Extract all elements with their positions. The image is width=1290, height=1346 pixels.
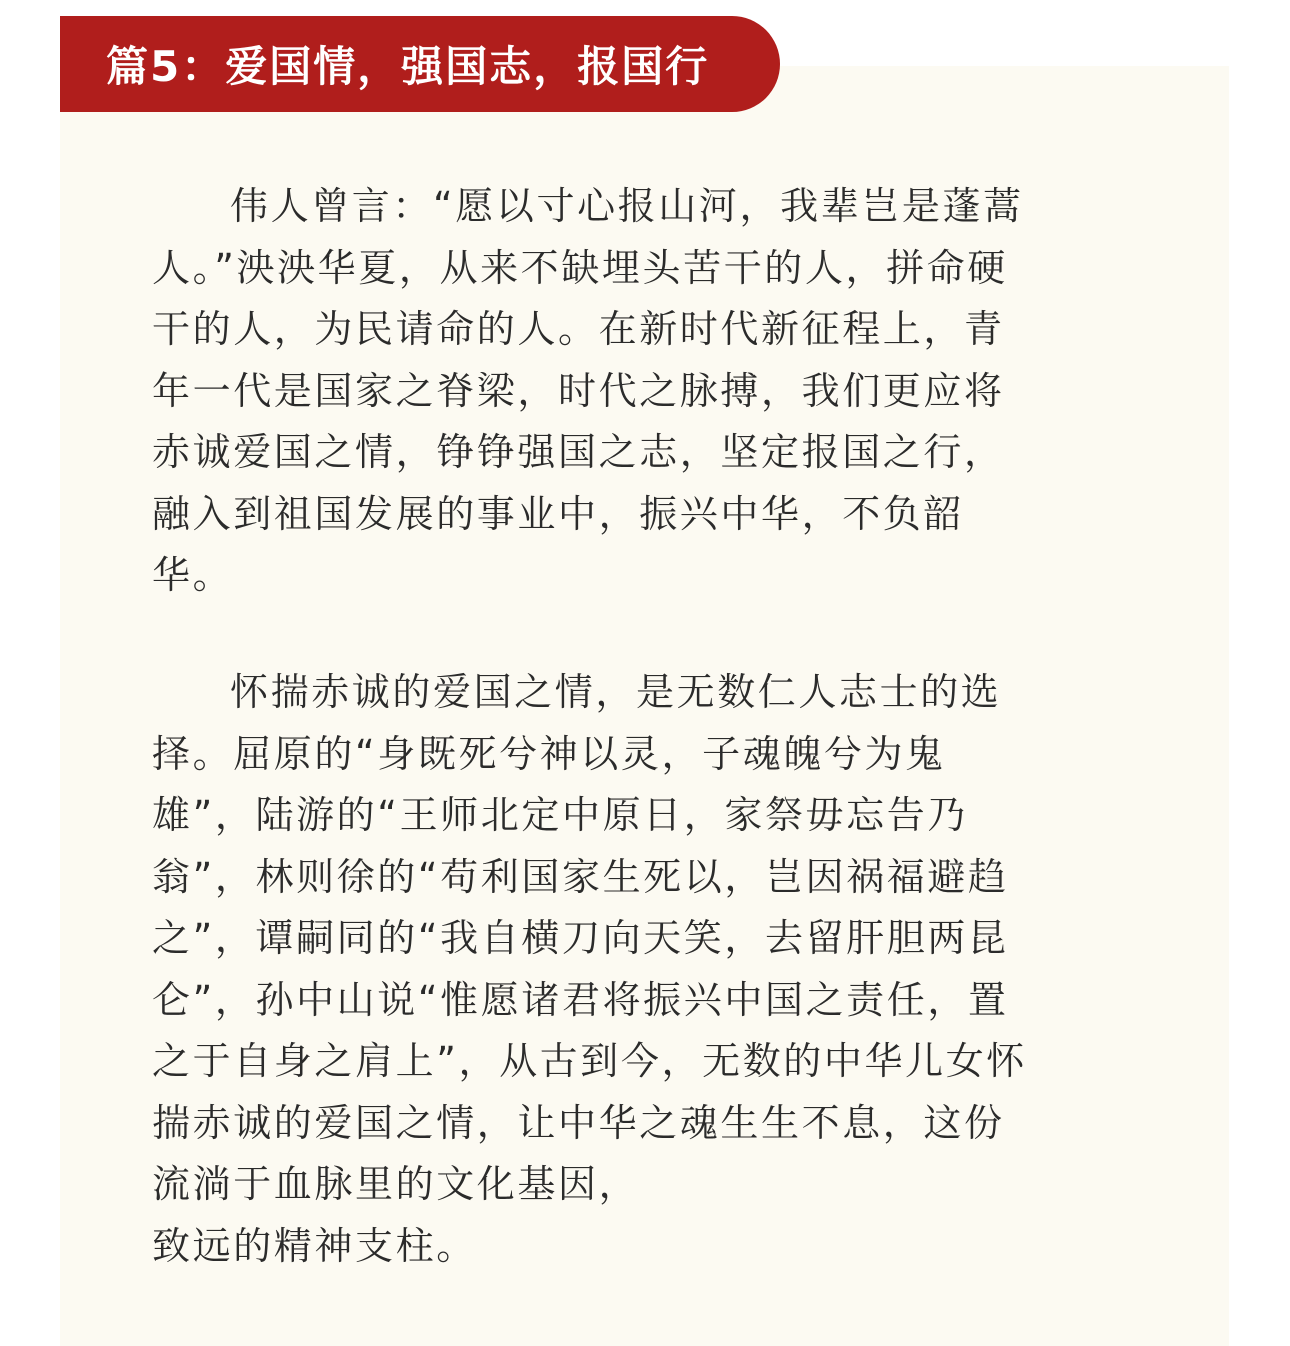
section-title: 篇5：爱国情，强国志，报国行 — [106, 42, 710, 91]
paragraph-line: 雄”，陆游的“王师北定中原日，家祭毋忘告乃 — [152, 793, 968, 837]
paragraph-line: 人。”泱泱华夏，从来不缺埋头苦干的人，拼命硬 — [152, 245, 1008, 290]
paragraph-line: 怀揣赤诚的爱国之情，是无数仁人志士的选 — [230, 670, 1002, 714]
paragraph-line: 致远的精神支柱。 — [152, 1223, 477, 1268]
paragraph-1 — [152, 176, 1132, 607]
paragraph-line: 之”，谭嗣同的“我自横刀向天笑，去留肝胆两昆 — [152, 916, 1009, 960]
paragraph-line: 流淌于血脉里的文化基因， — [152, 1162, 640, 1206]
paragraph-line: 伟人曾言：“愿以寸心报山河，我辈岂是蓬蒿 — [230, 184, 1024, 228]
paragraph-2 — [152, 662, 1132, 1277]
paragraph-line: 融入到祖国发展的事业中，振兴中华，不负韶 — [152, 491, 965, 536]
paragraph-line: 干的人，为民请命的人。在新时代新征程上，青 — [152, 307, 1005, 351]
paragraph-line: 择。屈原的“身既死兮神以灵，子魂魄兮为鬼 — [152, 731, 946, 776]
paragraph-line: 翁”，林则徐的“苟利国家生死以，岂因祸福避趋 — [152, 854, 1009, 899]
paragraph-line: 揣赤诚的爱国之情，让中华之魂生生不息，这份 — [152, 1100, 1005, 1145]
paragraph-line: 年一代是国家之脊梁，时代之脉搏，我们更应将 — [152, 368, 1005, 413]
paragraph-line: 之于自身之肩上”，从古到今，无数的中华儿女怀 — [152, 1039, 1027, 1083]
paragraph-line: 仑”，孙中山说“惟愿诸君将振兴中国之责任，置 — [152, 977, 1009, 1022]
paragraph-line: 赤诚爱国之情，铮铮强国之志，坚定报国之行， — [152, 430, 1005, 474]
paragraph-line: 华。 — [152, 553, 234, 597]
section-title-banner — [60, 16, 780, 112]
